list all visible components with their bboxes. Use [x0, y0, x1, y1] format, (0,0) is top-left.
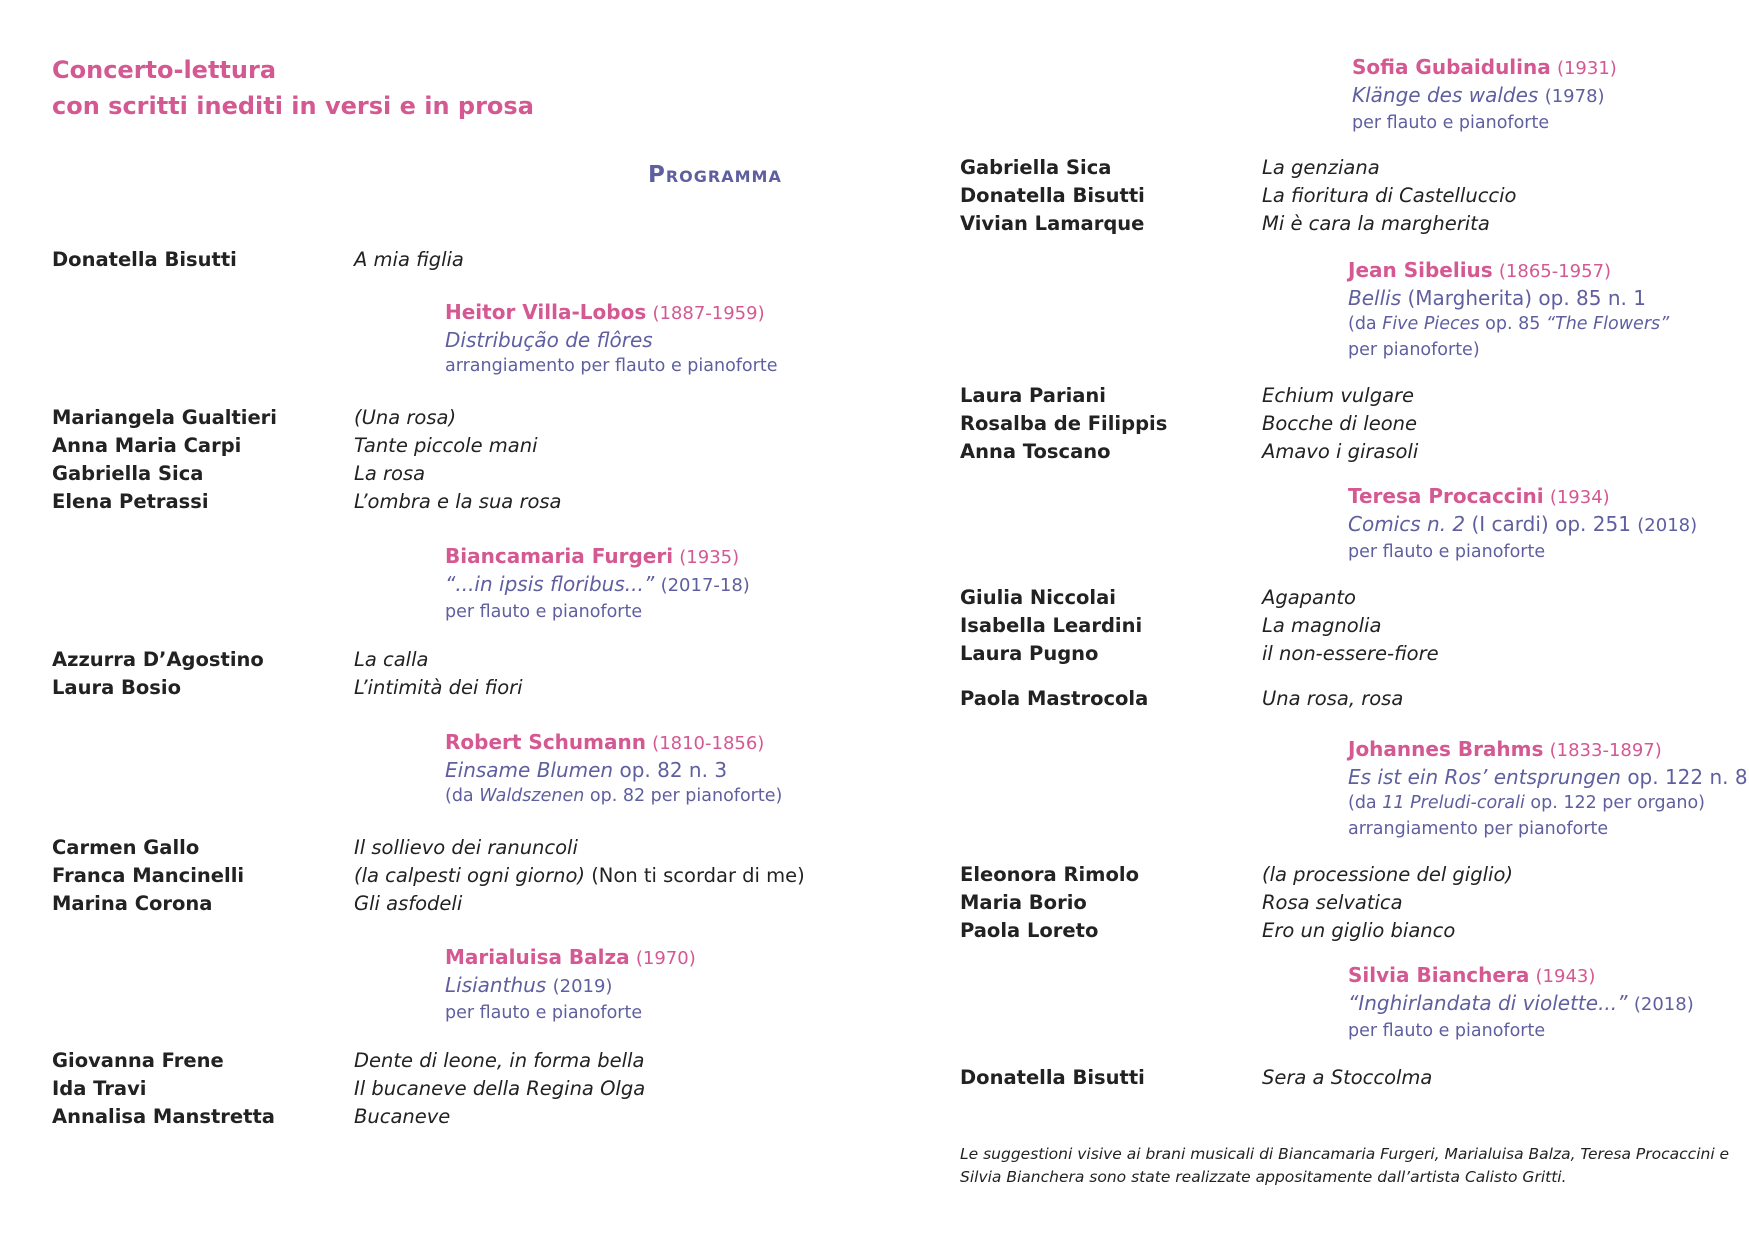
reading-titles: Dente di leone, in forma bella Il bucaneve della Regina Olga Bucaneve: [354, 1049, 646, 1128]
instrumentation-note: (da Five Pieces op. 85 “The Flowers”: [1348, 314, 1670, 334]
instrumentation-note: arrangiamento per flauto e pianoforte: [445, 356, 778, 376]
reading-titles: (la processione del giglio) Rosa selvatica Ero un giglio bianco: [1262, 863, 1513, 942]
reader-name: Donatella Bisutti: [960, 1066, 1145, 1089]
instrumentation-note: (da Waldszenen op. 82 per pianoforte): [445, 786, 783, 806]
music-piece: Comics n. 2: [1348, 512, 1466, 536]
composer-block: Johannes Brahms (1833-1897) Es ist ein Ros’ entsprungen op. 122 n. 8 (da 11 Preludi-corali op. 122 per organo) arrangiamento per pianoforte: [1348, 736, 1748, 842]
composer-name: Silvia Bianchera: [1348, 963, 1530, 987]
composer-years: (1887-1959): [652, 303, 765, 324]
reader-names: Gabriella Sica Donatella Bisutti Vivian Lamarque: [960, 156, 1145, 235]
instrumentation-note-2: arrangiamento per pianoforte: [1348, 819, 1609, 839]
composer-years: (1810-1856): [652, 733, 765, 754]
music-piece: “...in ipsis floribus...”: [445, 572, 655, 596]
composer-name: Heitor Villa-Lobos: [445, 300, 647, 324]
reading-title: Una rosa, rosa: [1262, 687, 1404, 710]
composer-years: (1943): [1535, 966, 1596, 987]
reading-titles: Agapanto La magnolia il non-essere-fiore: [1262, 586, 1439, 665]
instrumentation-note: per flauto e pianoforte: [1348, 542, 1546, 562]
instrumentation-note-2: per pianoforte): [1348, 340, 1480, 360]
composer-block: Sofia Gubaidulina (1931) Klänge des waldes (1978) per flauto e pianoforte: [1352, 54, 1617, 136]
reader-names: Eleonora Rimolo Maria Borio Paola Loreto: [960, 863, 1139, 942]
composer-block: Biancamaria Furgeri (1935) “...in ipsis floribus...” (2017-18) per flauto e pianoforte: [445, 543, 750, 625]
footnote: Le suggestioni visive ai brani musicali di Biancamaria Furgeri, Marialuisa Balza, Teresa Procaccini e Silvia Bianchera sono state realizzate appositamente dall’artista Calisto Gritti.: [960, 1145, 1730, 1186]
composer-name: Jean Sibelius: [1348, 258, 1493, 282]
music-piece: Lisianthus: [445, 973, 547, 997]
reader-name: Paola Mastrocola: [960, 687, 1149, 710]
composer-block: Silvia Bianchera (1943) “Inghirlandata di violette...” (2018) per flauto e pianoforte: [1348, 962, 1694, 1044]
instrumentation-note: per flauto e pianoforte: [445, 1003, 643, 1023]
reading-title: A mia figlia: [354, 248, 464, 271]
reader-names: Giulia Niccolai Isabella Leardini Laura Pugno: [960, 586, 1143, 665]
instrumentation-note: per flauto e pianoforte: [1348, 1021, 1546, 1041]
reading-titles: (Una rosa) Tante piccole mani La rosa L’ombra e la sua rosa: [354, 406, 562, 513]
reading-titles: La genziana La fioritura di Castelluccio Mi è cara la margherita: [1262, 156, 1517, 235]
music-piece: Distribução de flôres: [445, 328, 653, 352]
composer-years: (1931): [1556, 58, 1617, 79]
composer-block: Marialuisa Balza (1970) Lisianthus (2019) per flauto e pianoforte: [445, 944, 696, 1026]
composer-years: (1833-1897): [1549, 740, 1662, 761]
composer-years: (1934): [1549, 487, 1610, 508]
composer-block: Robert Schumann (1810-1856) Einsame Blumen op. 82 n. 3 (da Waldszenen op. 82 per pianoforte): [445, 729, 782, 809]
composer-block: [445, 299, 777, 379]
composer-name: Johannes Brahms: [1348, 737, 1544, 761]
composer-name: Marialuisa Balza: [445, 945, 630, 969]
composer-years: (1935): [679, 547, 740, 568]
reader-name: Donatella Bisutti: [52, 248, 237, 271]
music-piece: Klänge des waldes: [1352, 83, 1539, 107]
title-line-2: con scritti inediti in versi e in prosa: [52, 92, 534, 120]
instrumentation-note: per flauto e pianoforte: [445, 602, 643, 622]
music-piece: Es ist ein Ros’ entsprungen: [1348, 765, 1621, 789]
composer-name: Biancamaria Furgeri: [445, 544, 674, 568]
reading-titles: Echium vulgare Bocche di leone Amavo i girasoli: [1262, 384, 1419, 463]
reading-titles: La calla L’intimità dei fiori: [354, 648, 523, 699]
composer-block: Teresa Procaccini (1934) Comics n. 2 (I cardi) op. 251 (2018) per flauto e pianoforte: [1348, 483, 1697, 565]
reading-titles: Il sollievo dei ranuncoli (la calpesti ogni giorno) (Non ti scordar di me) Gli asfodeli: [354, 836, 805, 915]
reader-names: Carmen Gallo Franca Mancinelli Marina Corona: [52, 836, 245, 915]
composer-name: Sofia Gubaidulina: [1352, 55, 1551, 79]
title-line-1: Concerto-lettura: [52, 56, 277, 84]
music-piece: “Inghirlandata di violette...”: [1348, 991, 1628, 1015]
composer-years: (1970): [635, 948, 696, 969]
programma-heading: Programma: [648, 162, 782, 188]
composer-block: Jean Sibelius (1865-1957) Bellis (Margherita) op. 85 n. 1 (da Five Pieces op. 85 “The Flowers” per pianoforte): [1348, 257, 1669, 363]
composer-name: Robert Schumann: [445, 730, 646, 754]
reader-names: Giovanna Frene Ida Travi Annalisa Manstretta: [52, 1049, 275, 1128]
instrumentation-note: (da 11 Preludi-corali op. 122 per organo): [1348, 793, 1705, 813]
composer-years: (1865-1957): [1498, 261, 1612, 282]
reading-title: Sera a Stoccolma: [1262, 1066, 1433, 1089]
composer-name: Teresa Procaccini: [1348, 484, 1544, 508]
music-piece: Bellis: [1348, 286, 1402, 310]
reader-names: Azzurra D’Agostino Laura Bosio: [52, 648, 264, 699]
instrumentation-note: per flauto e pianoforte: [1352, 113, 1550, 133]
music-piece: Einsame Blumen: [445, 758, 614, 782]
reader-names: Laura Pariani Rosalba de Filippis Anna Toscano: [960, 384, 1168, 463]
reader-names: Mariangela Gualtieri Anna Maria Carpi Gabriella Sica Elena Petrassi: [52, 406, 277, 513]
